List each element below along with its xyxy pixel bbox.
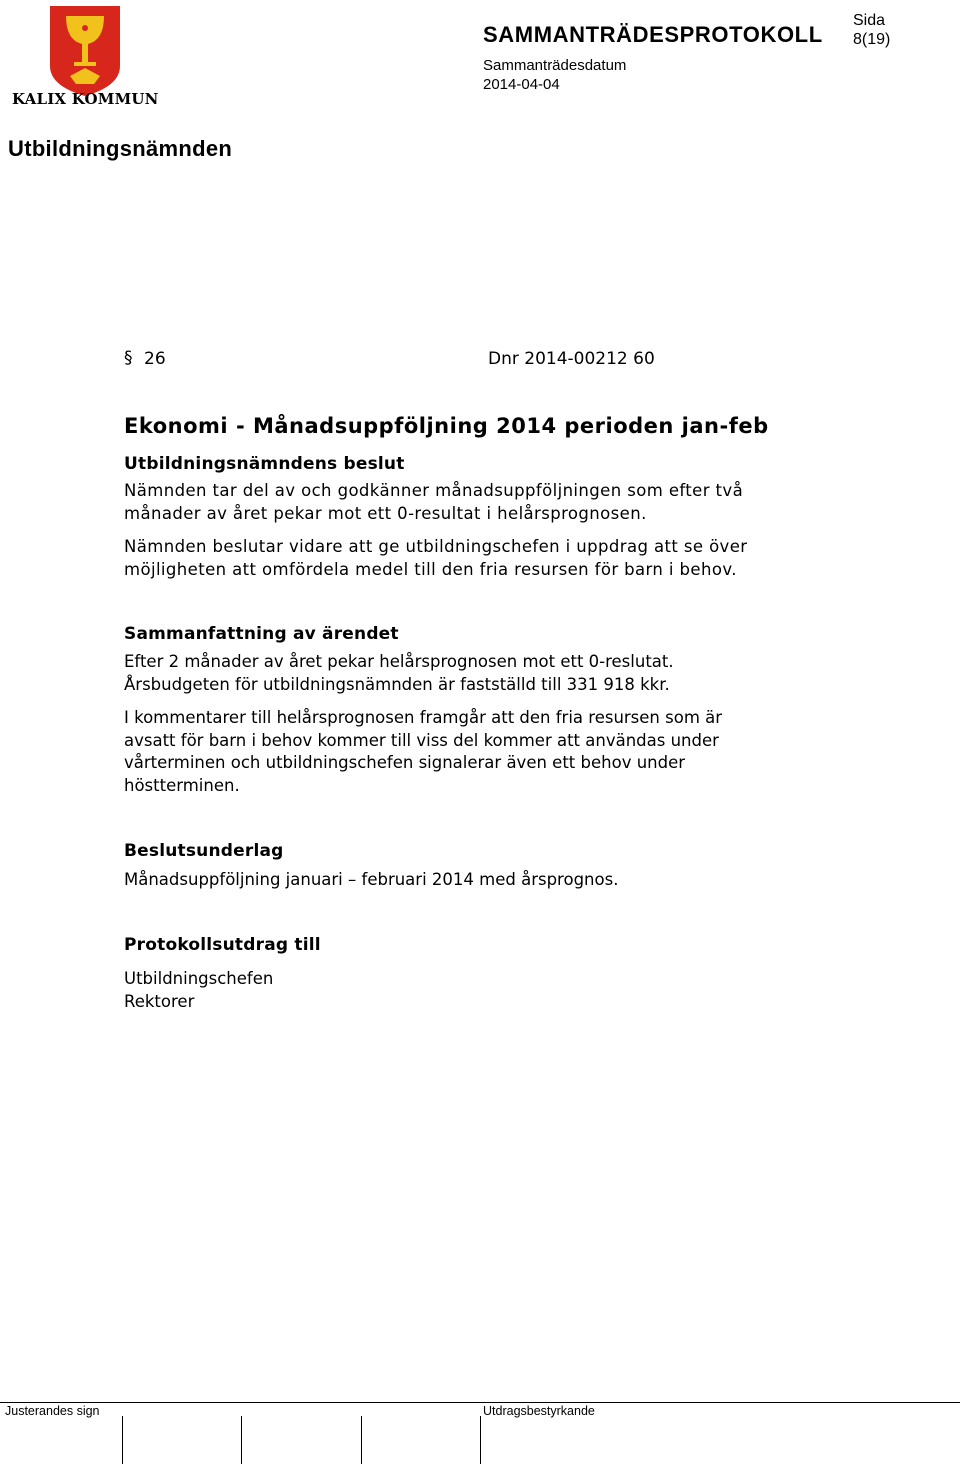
signature-box-divider bbox=[241, 1416, 242, 1464]
summary-paragraph bbox=[124, 707, 722, 797]
recipient-item: Rektorer bbox=[124, 991, 195, 1011]
text-line: vårterminen och utbildningschefen signalerar även ett behov under bbox=[124, 753, 686, 772]
text-line: I kommentarer till helårsprognosen framgår att den fria resursen som är bbox=[124, 708, 723, 727]
summary-heading: Sammanfattning av ärendet bbox=[124, 624, 399, 644]
signature-box-divider bbox=[361, 1416, 362, 1464]
case-title: Ekonomi - Månadsuppföljning 2014 perioden jan-feb bbox=[124, 414, 769, 438]
text-line: månader av året pekar mot ett 0-resultat i helårsprognosen. bbox=[124, 503, 647, 523]
logo-text: KALIX KOMMUN bbox=[12, 90, 159, 108]
paragraph-number: 26 bbox=[144, 349, 166, 369]
extract-certification-label: Utdragsbestyrkande bbox=[483, 1404, 595, 1418]
decision-heading: Utbildningsnämndens beslut bbox=[124, 454, 405, 474]
recipient-item: Utbildningschefen bbox=[124, 969, 274, 988]
signature-box-divider bbox=[122, 1416, 123, 1464]
protocol-title: SAMMANTRÄDESPROTOKOLL bbox=[483, 22, 823, 47]
basis-text: Månadsuppföljning januari – februari 2014 med årsprognos. bbox=[124, 870, 619, 889]
paragraph-symbol: § bbox=[124, 348, 133, 368]
meeting-date: 2014-04-04 bbox=[483, 76, 560, 93]
decision-paragraph bbox=[124, 536, 747, 581]
footer-divider bbox=[0, 1402, 960, 1403]
text-line: Efter 2 månader av året pekar helårsprognosen mot ett 0-reslutat. bbox=[124, 652, 674, 671]
text-line: avsatt för barn i behov kommer till viss del kommer att användas under bbox=[124, 730, 719, 750]
basis-heading: Beslutsunderlag bbox=[124, 841, 284, 861]
extract-heading: Protokollsutdrag till bbox=[124, 935, 321, 955]
meeting-date-label: Sammanträdesdatum bbox=[483, 57, 627, 74]
signature-box-divider bbox=[480, 1416, 481, 1464]
page-number: 8(19) bbox=[853, 31, 891, 48]
decision-paragraph bbox=[124, 480, 743, 525]
text-line: höstterminen. bbox=[124, 775, 240, 795]
coat-of-arms-icon bbox=[50, 6, 120, 96]
board-name: Utbildningsnämnden bbox=[8, 136, 233, 161]
recipient-list bbox=[124, 968, 273, 1013]
text-line: möjligheten att omfördela medel till den fria resursen för barn i behov. bbox=[124, 559, 737, 579]
case-number: Dnr 2014-00212 60 bbox=[488, 349, 655, 369]
text-line: Nämnden tar del av och godkänner månadsuppföljningen som efter två bbox=[124, 481, 744, 500]
summary-paragraph bbox=[124, 651, 674, 696]
page-label: Sida bbox=[853, 12, 886, 29]
text-line: Nämnden beslutar vidare att ge utbildningschefen i uppdrag att se över bbox=[124, 537, 748, 556]
signature-label: Justerandes sign bbox=[5, 1404, 100, 1418]
text-line: Årsbudgeten för utbildningsnämnden är fastställd till 331 918 kkr. bbox=[124, 674, 670, 694]
